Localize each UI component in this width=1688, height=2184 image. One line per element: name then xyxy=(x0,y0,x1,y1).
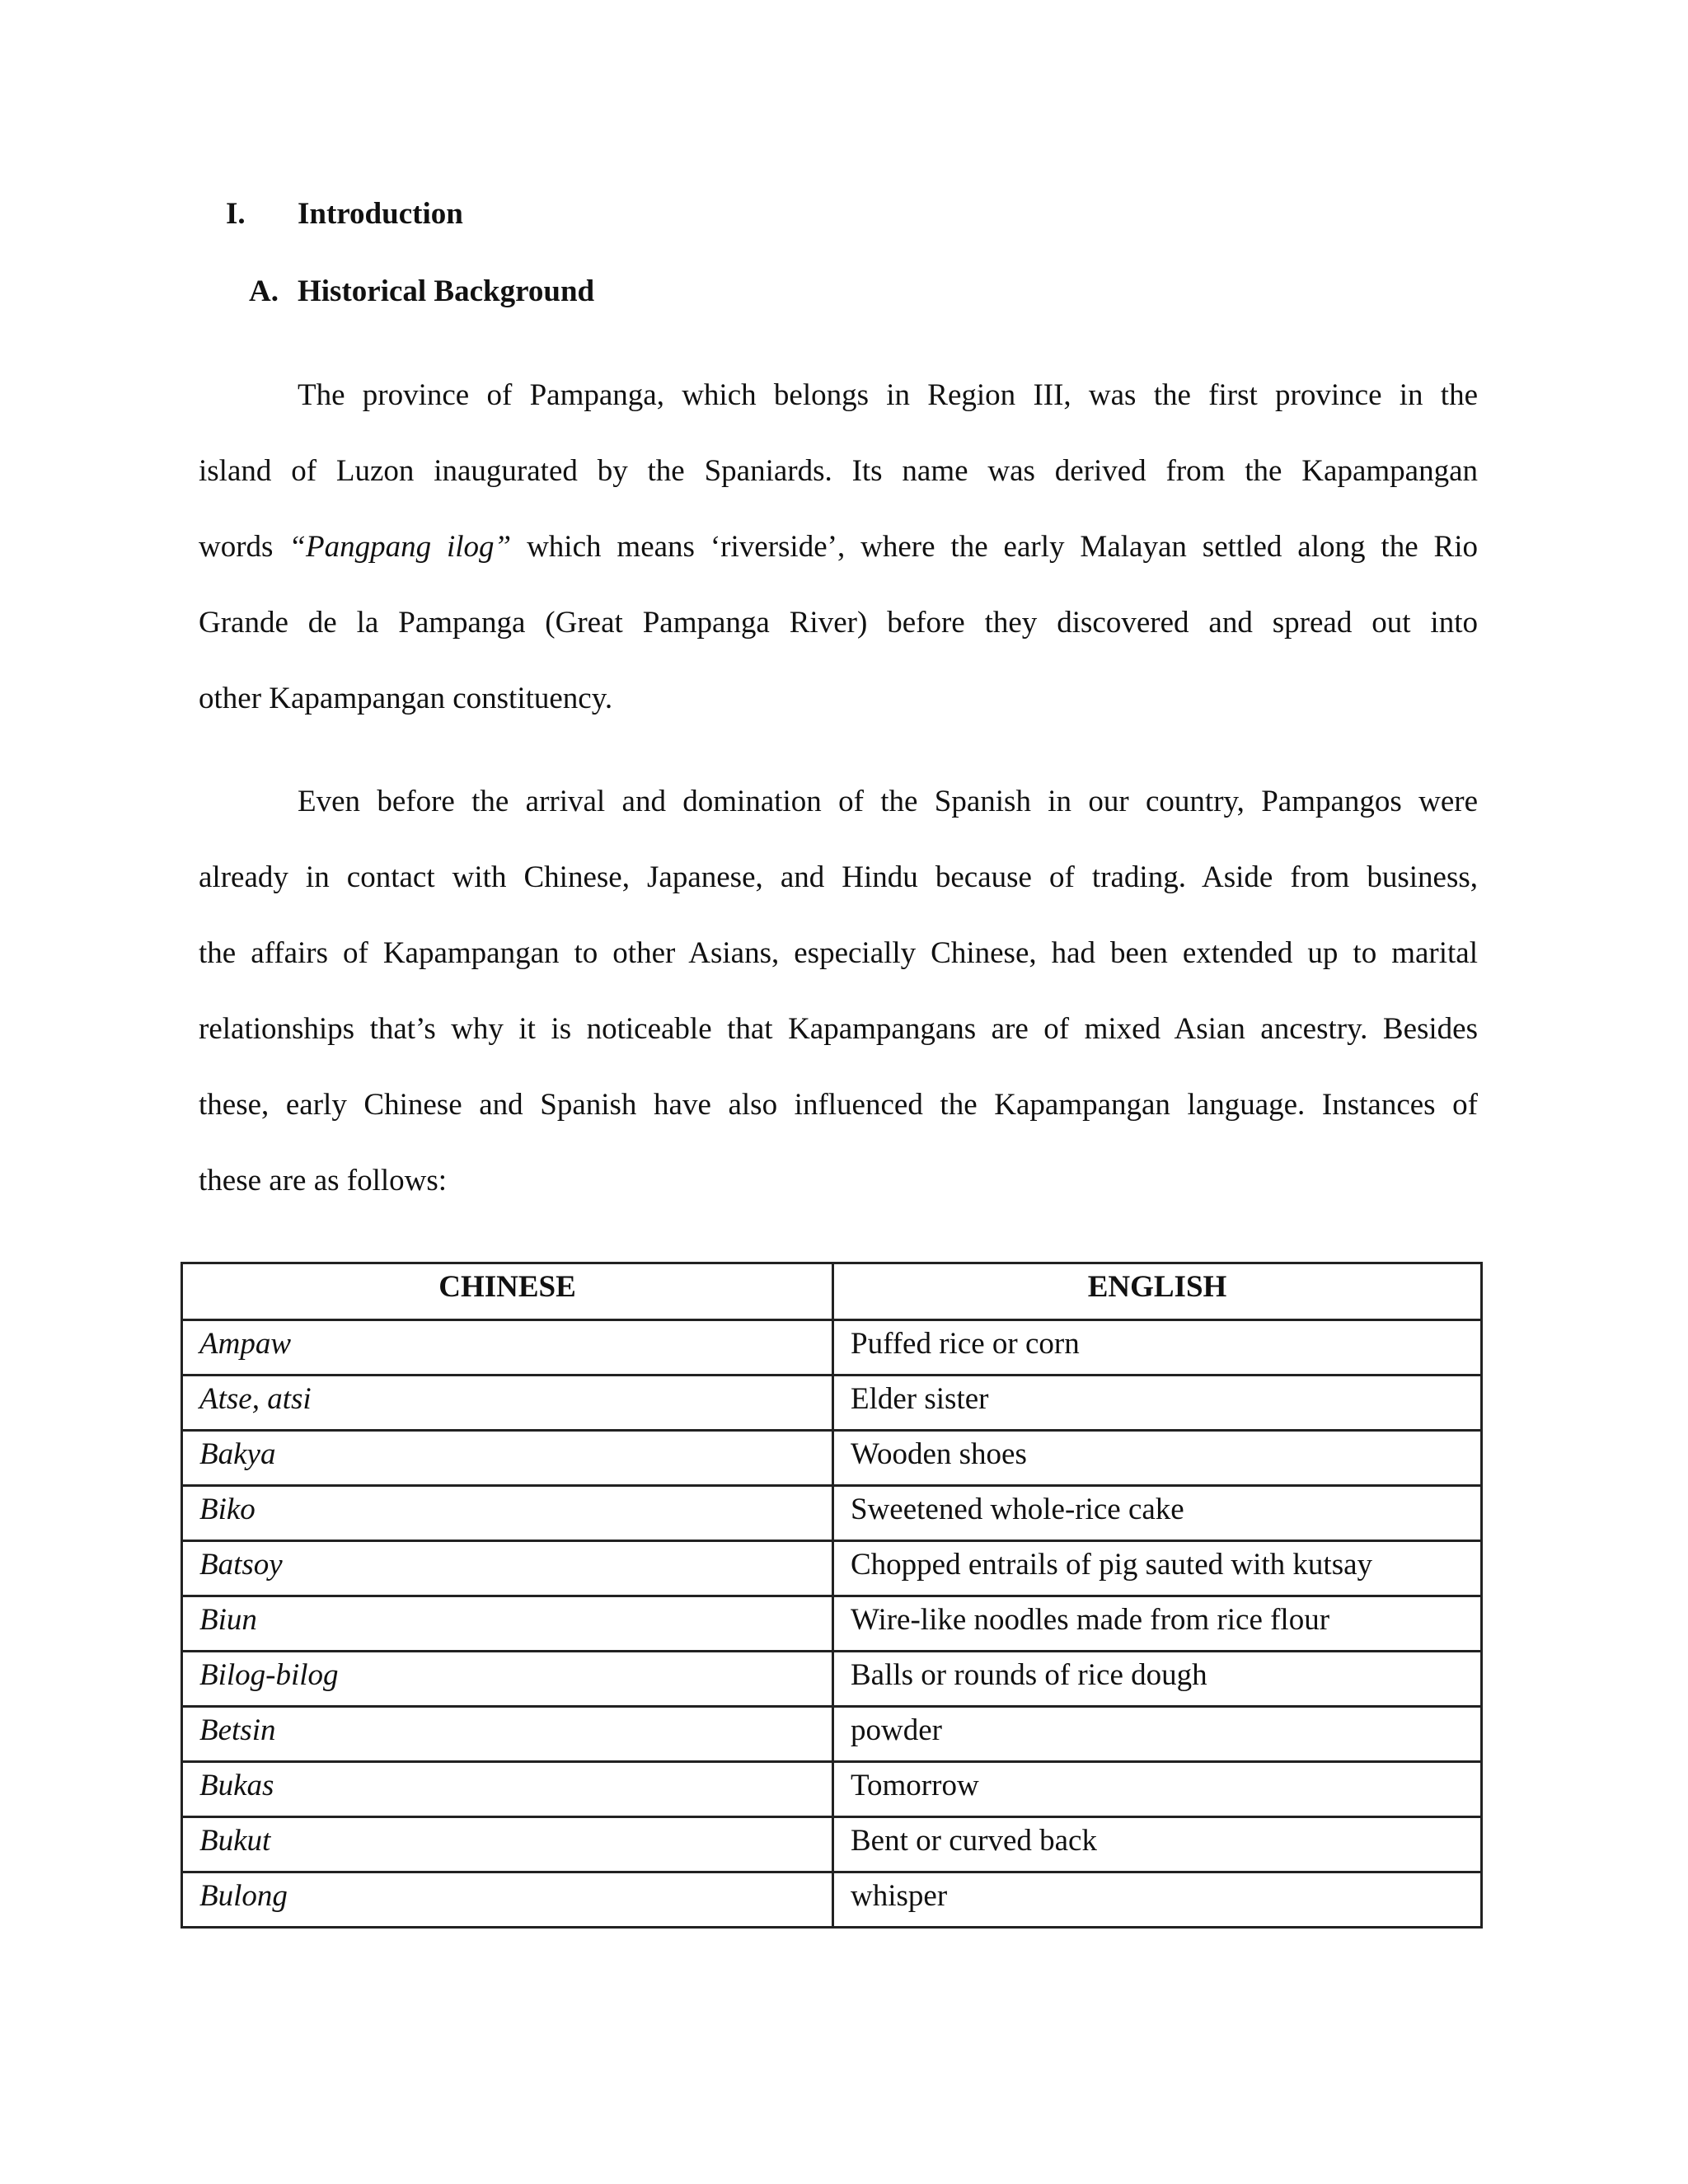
chinese-english-table xyxy=(181,1262,1483,1929)
paragraph-historical-2 xyxy=(199,764,1478,1219)
paragraph-line: these are as follows: xyxy=(199,1164,448,1197)
english-meaning: Sweetened whole-rice cake xyxy=(833,1486,1482,1541)
chinese-term: Batsoy xyxy=(182,1541,833,1596)
chinese-term: Bukas xyxy=(182,1762,833,1817)
table-header-row xyxy=(182,1263,1482,1320)
chinese-term: Betsin xyxy=(182,1707,833,1762)
paragraph-line: relationships that’s why it is noticeable that Kapampangans are of mixed Asian ancestry. Besides xyxy=(199,1012,1478,1046)
paragraph-line: Grande de la Pampanga (Great Pampanga River) before they discovered and spread out into xyxy=(199,606,1478,640)
paragraph-line: the affairs of Kapampangan to other Asians, especially Chinese, had been extended up to marital xyxy=(199,936,1478,970)
chinese-term: Bukut xyxy=(182,1817,833,1872)
paragraph-line: these, early Chinese and Spanish have also influenced the Kapampangan language. Instances of xyxy=(199,1088,1478,1122)
paragraph-historical-1 xyxy=(199,358,1478,737)
column-header-english: ENGLISH xyxy=(833,1263,1482,1320)
table-row xyxy=(182,1707,1482,1762)
chinese-term: Bakya xyxy=(182,1431,833,1486)
table-row xyxy=(182,1431,1482,1486)
english-meaning: Wooden shoes xyxy=(833,1431,1482,1486)
paragraph-line-mixed xyxy=(199,509,1478,585)
english-meaning: Chopped entrails of pig sauted with kutsay xyxy=(833,1541,1482,1596)
table-row xyxy=(182,1872,1482,1928)
paragraph-line: already in contact with Chinese, Japanese, and Hindu because of trading. Aside from business, xyxy=(199,860,1478,894)
italic-term: “Pangpang ilog” xyxy=(288,530,512,564)
section-title: Introduction xyxy=(298,197,463,231)
table-row xyxy=(182,1596,1482,1652)
paragraph-line-start: words xyxy=(199,530,274,564)
paragraph-line: island of Luzon inaugurated by the Spaniards. Its name was derived from the Kapampangan xyxy=(199,454,1478,488)
table-row xyxy=(182,1376,1482,1431)
paragraph-line: other Kapampangan constituency. xyxy=(199,682,613,715)
english-meaning: Puffed rice or corn xyxy=(833,1320,1482,1376)
paragraph-line-rest: which means ‘riverside’, where the early Malayan settled along the Rio xyxy=(511,530,1479,564)
english-meaning: Tomorrow xyxy=(833,1762,1482,1817)
subsection-number: A. xyxy=(249,274,279,308)
chinese-term: Bulong xyxy=(182,1872,833,1928)
paragraph-line: Even before the arrival and domination of the Spanish in our country, Pampangos were xyxy=(298,785,1478,818)
column-header-chinese: CHINESE xyxy=(182,1263,833,1320)
english-meaning: powder xyxy=(833,1707,1482,1762)
chinese-term: Bilog-bilog xyxy=(182,1652,833,1707)
table-row xyxy=(182,1541,1482,1596)
table-row xyxy=(182,1486,1482,1541)
subsection-title: Historical Background xyxy=(298,274,595,308)
table-row xyxy=(182,1652,1482,1707)
table-row xyxy=(182,1817,1482,1872)
english-meaning: Wire-like noodles made from rice flour xyxy=(833,1596,1482,1652)
chinese-term: Biko xyxy=(182,1486,833,1541)
paragraph-line: The province of Pampanga, which belongs in Region III, was the first province in the xyxy=(298,378,1478,412)
english-meaning: Bent or curved back xyxy=(833,1817,1482,1872)
chinese-term: Ampaw xyxy=(182,1320,833,1376)
english-meaning: whisper xyxy=(833,1872,1482,1928)
chinese-term: Biun xyxy=(182,1596,833,1652)
english-meaning: Balls or rounds of rice dough xyxy=(833,1652,1482,1707)
section-number: I. xyxy=(226,197,246,231)
english-meaning: Elder sister xyxy=(833,1376,1482,1431)
chinese-term: Atse, atsi xyxy=(182,1376,833,1431)
table-row xyxy=(182,1320,1482,1376)
table-row xyxy=(182,1762,1482,1817)
